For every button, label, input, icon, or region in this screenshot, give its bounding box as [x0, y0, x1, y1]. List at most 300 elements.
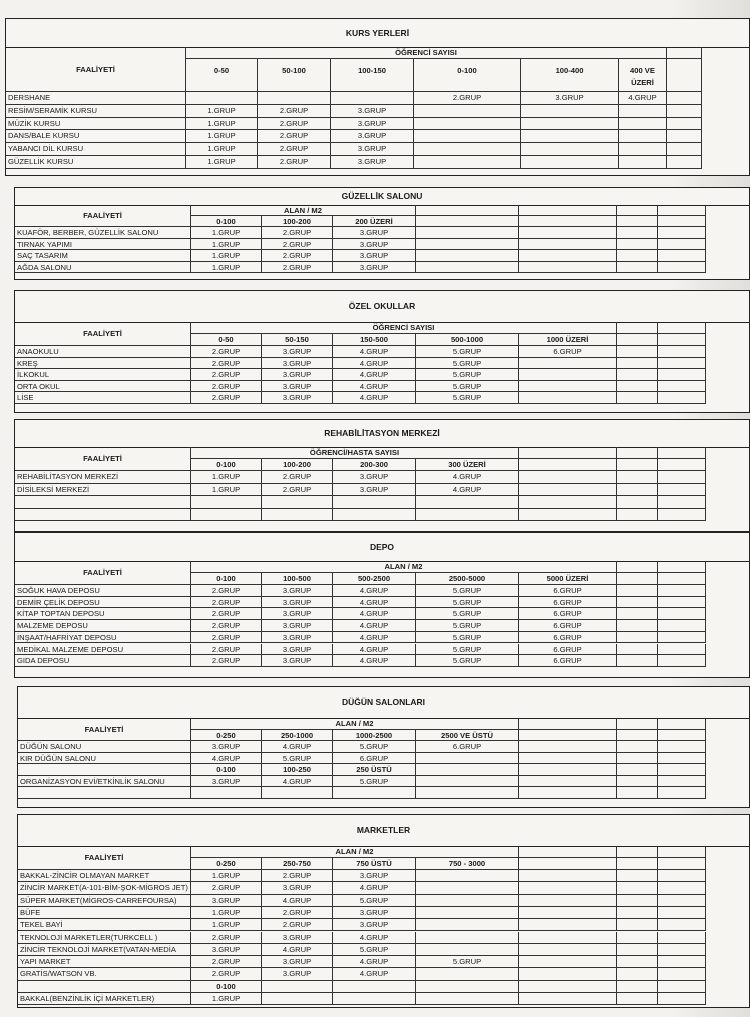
- group-value: [658, 944, 706, 956]
- activity-name: MALZEME DEPOSU: [15, 620, 191, 632]
- group-value: 4.GRUP: [333, 369, 416, 381]
- group-value: [333, 787, 416, 799]
- group-value: [519, 484, 617, 497]
- group-value: 2.GRUP: [191, 932, 262, 944]
- activity-name: [15, 496, 191, 509]
- group-value: 1.GRUP: [191, 919, 262, 931]
- group-value: [617, 764, 658, 776]
- group-value: 3.GRUP: [333, 262, 416, 274]
- section-4: [14, 419, 750, 532]
- group-value: 2.GRUP: [262, 227, 333, 239]
- group-value: [667, 143, 702, 156]
- group-value: 2.GRUP: [191, 346, 262, 358]
- group-value: [262, 496, 333, 509]
- group-value: 1.GRUP: [191, 907, 262, 919]
- group-value: [658, 346, 706, 358]
- group-value: [521, 130, 619, 143]
- group-value: [617, 895, 658, 907]
- group-value: 4.GRUP: [262, 741, 333, 753]
- group-value: [521, 143, 619, 156]
- group-value: 5.GRUP: [333, 741, 416, 753]
- group-value: [658, 968, 706, 980]
- group-header: ALAN / M2: [191, 561, 617, 573]
- group-value: [667, 118, 702, 131]
- activity-name: BÜFE: [18, 907, 191, 919]
- activity-name: TEKNOLOJİ MARKETLER(TURKCELL ): [18, 932, 191, 944]
- group-value: 1.GRUP: [191, 471, 262, 484]
- activity-name: RESİM/SERAMİK KURSU: [6, 105, 186, 118]
- group-value: [658, 632, 706, 644]
- group-value: [658, 262, 706, 274]
- group-value: [519, 741, 617, 753]
- group-value: 4.GRUP: [333, 358, 416, 370]
- group-value: 3.GRUP: [262, 655, 333, 667]
- group-value: [416, 981, 519, 993]
- group-value: [617, 597, 658, 609]
- group-value: [416, 932, 519, 944]
- group-value: 2.GRUP: [191, 644, 262, 656]
- group-value: [658, 392, 706, 404]
- group-value: [519, 227, 617, 239]
- activity-name: DANS/BALE KURSU: [6, 130, 186, 143]
- range-header: 0-100: [191, 459, 262, 471]
- header-blank: [617, 718, 658, 730]
- group-value: 1.GRUP: [191, 484, 262, 497]
- range-header: [658, 459, 706, 471]
- group-value: [617, 981, 658, 993]
- activity-name: YAPI MARKET: [18, 956, 191, 968]
- group-value: 3.GRUP: [262, 644, 333, 656]
- group-value: [658, 956, 706, 968]
- group-header: ÖĞRENCİ SAYISI: [186, 47, 667, 59]
- group-value: [667, 92, 702, 105]
- group-value: [519, 895, 617, 907]
- group-value: 6.GRUP: [333, 753, 416, 765]
- header-blank: [658, 561, 706, 573]
- section-table: [15, 322, 749, 414]
- header-blank: [658, 846, 706, 858]
- activity-name: İLKOKUL: [15, 369, 191, 381]
- faaliyet-header: FAALİYETİ: [18, 718, 191, 741]
- group-value: [667, 105, 702, 118]
- section-7: [17, 814, 750, 1008]
- range-header: 500-1000: [416, 334, 519, 346]
- group-value: [658, 776, 706, 788]
- group-value: 2.GRUP: [262, 471, 333, 484]
- group-value: 5.GRUP: [333, 776, 416, 788]
- activity-name: GRATİS/WATSON VB.: [18, 968, 191, 980]
- range-header: 100-400: [521, 59, 619, 92]
- header-blank: [658, 205, 706, 216]
- group-value: [617, 381, 658, 393]
- group-value: [658, 753, 706, 765]
- section-table: [6, 47, 749, 177]
- section-table: [15, 561, 749, 679]
- range-header: [658, 858, 706, 870]
- group-value: [617, 932, 658, 944]
- range-header: [416, 216, 519, 227]
- group-value: [617, 882, 658, 894]
- activity-name: [15, 509, 191, 522]
- group-value: 3.GRUP: [331, 130, 414, 143]
- group-value: [414, 130, 521, 143]
- group-value: 4.GRUP: [262, 895, 333, 907]
- group-value: [333, 509, 416, 522]
- group-value: [667, 130, 702, 143]
- group-value: [519, 968, 617, 980]
- group-value: 3.GRUP: [333, 471, 416, 484]
- activity-name: ANAOKULU: [15, 346, 191, 358]
- group-value: 1.GRUP: [186, 156, 258, 169]
- group-value: [414, 143, 521, 156]
- group-value: 3.GRUP: [333, 250, 416, 262]
- group-value: [617, 907, 658, 919]
- group-value: [658, 764, 706, 776]
- group-value: 2.GRUP: [414, 92, 521, 105]
- group-value: 5.GRUP: [416, 620, 519, 632]
- group-value: 1.GRUP: [186, 118, 258, 131]
- group-value: [658, 993, 706, 1005]
- group-value: [416, 907, 519, 919]
- section-1: [5, 18, 750, 176]
- group-value: [416, 882, 519, 894]
- group-value: 6.GRUP: [416, 741, 519, 753]
- group-value: [617, 369, 658, 381]
- group-value: [416, 239, 519, 251]
- section-title: REHABİLİTASYON MERKEZİ: [15, 420, 749, 448]
- group-value: [519, 381, 617, 393]
- group-value: [619, 143, 667, 156]
- group-value: 4.GRUP: [333, 632, 416, 644]
- range-header: 250-750: [262, 858, 333, 870]
- group-value: 4.GRUP: [619, 92, 667, 105]
- group-value: [617, 358, 658, 370]
- group-value: [519, 250, 617, 262]
- group-value: 3.GRUP: [262, 608, 333, 620]
- activity-name: BAKKAL(BENZİNLİK İÇİ MARKETLER): [18, 993, 191, 1005]
- group-value: [262, 509, 333, 522]
- group-value: 5.GRUP: [416, 644, 519, 656]
- group-value: 2.GRUP: [262, 239, 333, 251]
- group-value: 6.GRUP: [519, 620, 617, 632]
- header-blank: [617, 322, 658, 334]
- activity-name: [18, 787, 191, 799]
- group-value: 5.GRUP: [416, 655, 519, 667]
- range-header: 750 ÜSTÜ: [333, 858, 416, 870]
- group-value: 5.GRUP: [416, 585, 519, 597]
- group-value: 2.GRUP: [191, 956, 262, 968]
- group-header: ALAN / M2: [191, 846, 519, 858]
- group-value: [191, 496, 262, 509]
- group-value: 3.GRUP: [331, 105, 414, 118]
- group-value: 3.GRUP: [262, 932, 333, 944]
- range-header: 200-300: [333, 459, 416, 471]
- activity-name: BAKKAL-ZİNCİR OLMAYAN MARKET: [18, 870, 191, 882]
- group-value: 5.GRUP: [416, 632, 519, 644]
- group-value: 2.GRUP: [258, 105, 331, 118]
- section-title: GÜZELLİK SALONU: [15, 188, 749, 206]
- range-header: 500-2500: [333, 573, 416, 585]
- group-value: 3.GRUP: [262, 346, 333, 358]
- faaliyet-header: FAALİYETİ: [18, 846, 191, 870]
- group-value: 3.GRUP: [191, 776, 262, 788]
- activity-name: GIDA DEPOSU: [15, 655, 191, 667]
- range-header: 0-250: [191, 858, 262, 870]
- group-value: [521, 118, 619, 131]
- group-value: 5.GRUP: [416, 381, 519, 393]
- group-value: [658, 358, 706, 370]
- group-value: 4.GRUP: [262, 776, 333, 788]
- activity-name: DÜĞÜN SALONU: [18, 741, 191, 753]
- group-value: [617, 239, 658, 251]
- group-value: 4.GRUP: [333, 346, 416, 358]
- group-value: [519, 358, 617, 370]
- group-value: [519, 882, 617, 894]
- section-table: [15, 205, 749, 281]
- header-blank: [617, 561, 658, 573]
- group-header: ÖĞRENCİ SAYISI: [191, 322, 617, 334]
- group-value: 3.GRUP: [333, 227, 416, 239]
- group-value: [416, 968, 519, 980]
- group-value: [619, 105, 667, 118]
- group-value: 2.GRUP: [258, 130, 331, 143]
- activity-name: ZİNCİR TEKNOLOJİ MARKET(VATAN-MEDİA: [18, 944, 191, 956]
- group-value: [617, 776, 658, 788]
- activity-name: MÜZİK KURSU: [6, 118, 186, 131]
- range-header: 0-100: [414, 59, 521, 92]
- group-value: [521, 156, 619, 169]
- group-value: 0-100: [191, 764, 262, 776]
- group-value: 3.GRUP: [333, 870, 416, 882]
- group-value: 4.GRUP: [333, 968, 416, 980]
- group-value: 3.GRUP: [333, 239, 416, 251]
- group-value: [262, 981, 333, 993]
- group-value: [617, 944, 658, 956]
- group-value: [617, 496, 658, 509]
- group-value: 3.GRUP: [191, 741, 262, 753]
- group-value: [519, 496, 617, 509]
- group-value: 6.GRUP: [519, 632, 617, 644]
- group-value: [658, 496, 706, 509]
- range-header: [617, 573, 658, 585]
- group-value: [333, 496, 416, 509]
- group-value: 5.GRUP: [333, 895, 416, 907]
- activity-name: SOĞUK HAVA DEPOSU: [15, 585, 191, 597]
- range-header: 400 VE ÜZERİ: [619, 59, 667, 92]
- faaliyet-header: FAALİYETİ: [15, 205, 191, 227]
- activity-name: DİSİLEKSİ MERKEZİ: [15, 484, 191, 497]
- group-value: 3.GRUP: [191, 895, 262, 907]
- group-value: [658, 655, 706, 667]
- activity-name: SÜPER MARKET(MİGROS-CARREFOURSA): [18, 895, 191, 907]
- faaliyet-header: FAALİYETİ: [15, 447, 191, 471]
- group-value: [416, 787, 519, 799]
- group-value: [617, 753, 658, 765]
- group-value: [617, 956, 658, 968]
- group-value: 3.GRUP: [333, 484, 416, 497]
- group-value: 4.GRUP: [416, 484, 519, 497]
- group-value: 6.GRUP: [519, 644, 617, 656]
- group-value: [331, 92, 414, 105]
- activity-name: LİSE: [15, 392, 191, 404]
- group-value: [619, 156, 667, 169]
- group-value: 3.GRUP: [191, 944, 262, 956]
- range-header: 5000 ÜZERİ: [519, 573, 617, 585]
- group-value: [519, 870, 617, 882]
- group-value: 2.GRUP: [191, 968, 262, 980]
- group-value: [617, 919, 658, 931]
- range-header: [617, 730, 658, 742]
- range-header: [519, 459, 617, 471]
- faaliyet-header: FAALİYETİ: [15, 561, 191, 585]
- group-value: [658, 608, 706, 620]
- group-value: [333, 981, 416, 993]
- group-value: [519, 776, 617, 788]
- group-value: 1.GRUP: [191, 870, 262, 882]
- group-value: 6.GRUP: [519, 585, 617, 597]
- group-value: [658, 870, 706, 882]
- group-value: [617, 250, 658, 262]
- activity-name: KUAFÖR, BERBER, GÜZELLİK SALONU: [15, 227, 191, 239]
- group-value: [658, 227, 706, 239]
- activity-name: DERSHANE: [6, 92, 186, 105]
- group-value: [617, 870, 658, 882]
- header-blank: [519, 718, 617, 730]
- activity-name: YABANCI DİL KURSU: [6, 143, 186, 156]
- group-value: [617, 484, 658, 497]
- group-value: 2.GRUP: [258, 156, 331, 169]
- group-value: [416, 764, 519, 776]
- group-value: 5.GRUP: [416, 608, 519, 620]
- group-value: [416, 919, 519, 931]
- group-value: 6.GRUP: [519, 597, 617, 609]
- group-value: 2.GRUP: [191, 655, 262, 667]
- group-value: [416, 993, 519, 1005]
- header-blank: [658, 447, 706, 459]
- group-value: 2.GRUP: [191, 597, 262, 609]
- group-value: [519, 239, 617, 251]
- range-header: [658, 216, 706, 227]
- group-value: [658, 509, 706, 522]
- header-blank: [519, 447, 617, 459]
- group-value: 2.GRUP: [262, 870, 333, 882]
- group-value: 4.GRUP: [333, 932, 416, 944]
- group-value: [617, 741, 658, 753]
- header-blank: [519, 846, 617, 858]
- group-header: ALAN / M2: [191, 205, 416, 216]
- range-header: 50-100: [258, 59, 331, 92]
- section-5: [14, 532, 750, 678]
- activity-name: TEKEL BAYİ: [18, 919, 191, 931]
- group-value: [519, 787, 617, 799]
- group-value: 100-250: [262, 764, 333, 776]
- group-value: 1.GRUP: [191, 239, 262, 251]
- group-value: [414, 156, 521, 169]
- header-blank: [658, 718, 706, 730]
- group-value: 4.GRUP: [262, 944, 333, 956]
- section-2: [14, 187, 750, 280]
- group-value: 3.GRUP: [262, 632, 333, 644]
- activity-name: DEMİR ÇELİK DEPOSU: [15, 597, 191, 609]
- header-blank: [667, 47, 702, 59]
- group-value: 3.GRUP: [262, 597, 333, 609]
- activity-name: KİTAP TOPTAN DEPOSU: [15, 608, 191, 620]
- group-value: 2.GRUP: [258, 143, 331, 156]
- group-value: 0-100: [191, 981, 262, 993]
- group-value: 2.GRUP: [191, 392, 262, 404]
- group-value: [658, 484, 706, 497]
- group-value: [519, 932, 617, 944]
- group-value: 5.GRUP: [416, 392, 519, 404]
- range-header: [519, 858, 617, 870]
- group-value: 5.GRUP: [262, 753, 333, 765]
- group-value: [658, 895, 706, 907]
- group-value: [658, 907, 706, 919]
- range-header: 100-150: [331, 59, 414, 92]
- group-value: [519, 944, 617, 956]
- group-value: [658, 882, 706, 894]
- group-value: [658, 919, 706, 931]
- group-value: [658, 597, 706, 609]
- header-blank: [658, 322, 706, 334]
- group-value: [186, 92, 258, 105]
- group-value: 250 ÜSTÜ: [333, 764, 416, 776]
- group-value: [519, 509, 617, 522]
- section-title: DÜĞÜN SALONLARI: [18, 687, 749, 719]
- group-value: [416, 944, 519, 956]
- activity-name: AĞDA SALONU: [15, 262, 191, 274]
- activity-name: ZİNCİR MARKET(A-101-BİM-ŞOK-MİGROS JET): [18, 882, 191, 894]
- group-value: [414, 105, 521, 118]
- group-value: 1.GRUP: [191, 262, 262, 274]
- range-header: [658, 334, 706, 346]
- range-header: [617, 216, 658, 227]
- group-value: [617, 471, 658, 484]
- header-blank: [519, 205, 617, 216]
- activity-name: GÜZELLİK KURSU: [6, 156, 186, 169]
- group-value: 1.GRUP: [186, 130, 258, 143]
- range-header: [617, 858, 658, 870]
- range-header: 0-250: [191, 730, 262, 742]
- group-value: 6.GRUP: [519, 655, 617, 667]
- faaliyet-header: FAALİYETİ: [6, 47, 186, 92]
- group-value: [667, 156, 702, 169]
- group-value: 3.GRUP: [262, 968, 333, 980]
- group-value: [519, 764, 617, 776]
- group-value: 2.GRUP: [191, 620, 262, 632]
- activity-name: KREŞ: [15, 358, 191, 370]
- group-value: 3.GRUP: [262, 956, 333, 968]
- group-value: 4.GRUP: [333, 882, 416, 894]
- section-title: DEPO: [15, 533, 749, 562]
- group-value: [262, 993, 333, 1005]
- group-value: [617, 608, 658, 620]
- group-value: 3.GRUP: [262, 369, 333, 381]
- group-value: 3.GRUP: [262, 585, 333, 597]
- range-header: 1000 ÜZERİ: [519, 334, 617, 346]
- range-header: 1000-2500: [333, 730, 416, 742]
- group-value: [658, 369, 706, 381]
- group-value: [416, 870, 519, 882]
- range-header: 0-50: [191, 334, 262, 346]
- group-value: 2.GRUP: [191, 882, 262, 894]
- group-value: 5.GRUP: [333, 944, 416, 956]
- group-value: 3.GRUP: [331, 118, 414, 131]
- group-value: 4.GRUP: [333, 620, 416, 632]
- range-header: 100-200: [262, 216, 333, 227]
- range-header: 100-500: [262, 573, 333, 585]
- group-value: [519, 919, 617, 931]
